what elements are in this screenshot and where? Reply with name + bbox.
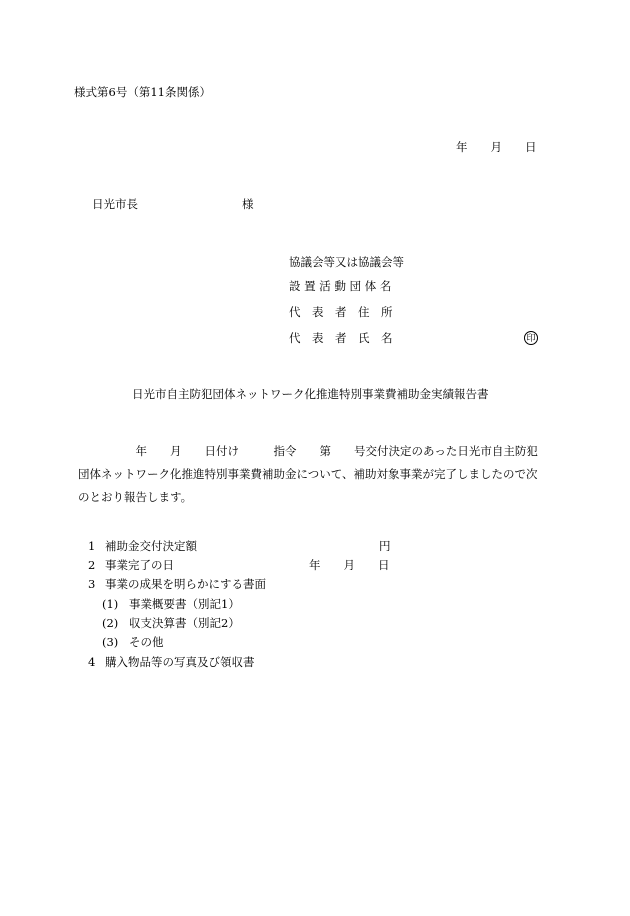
item-4-label: 購入物品等の写真及び領収書 [105,655,255,669]
item-2-number: 2 [88,558,96,572]
body-paragraph [78,440,556,509]
body-line-3: のとおり報告します。 [78,490,193,504]
sub-3-number: (3) [102,635,119,649]
document-title: 日光市自主防犯団体ネットワーク化推進特別事業費補助金実績報告書 [132,387,489,401]
item-2-label: 事業完了の日 [105,558,174,572]
sub-1-label: 事業概要書（別記1） [129,597,240,611]
sub-3-label: その他 [129,635,164,649]
org-label: 協議会等又は協議会等 [289,255,404,269]
addressee-name: 日光市長 [92,197,138,211]
item-2-date: 年 月 日 [309,558,390,572]
item-3-label: 事業の成果を明らかにする書面 [105,577,266,591]
item-4-number: 4 [88,655,96,669]
sub-2-label: 収支決算書（別記2） [129,616,240,630]
item-3-number: 3 [88,577,96,591]
item-1-label: 補助金交付決定額 [105,539,197,553]
rep-address-label: 代 表 者 住 所 [289,305,393,319]
form-number: 様式第6号（第11条関係） [74,85,211,99]
body-line-1: 年 月 日付け 指令 第 号交付決定のあった日光市自主防犯 [78,444,538,458]
rep-name-label: 代 表 者 氏 名 [289,331,393,345]
seal-mark: 印 [524,331,538,345]
sub-2-number: (2) [102,616,119,630]
addressee-honorific: 様 [242,197,254,211]
group-name-label: 設 置 活 動 団 体 名 [289,279,392,293]
date-line: 年 月 日 [456,140,537,154]
sub-1-number: (1) [102,597,119,611]
item-1-number: 1 [88,539,96,553]
body-line-2: 団体ネットワーク化推進特別事業費補助金について、補助対象事業が完了しましたので次 [78,467,538,481]
item-1-unit: 円 [379,539,391,553]
